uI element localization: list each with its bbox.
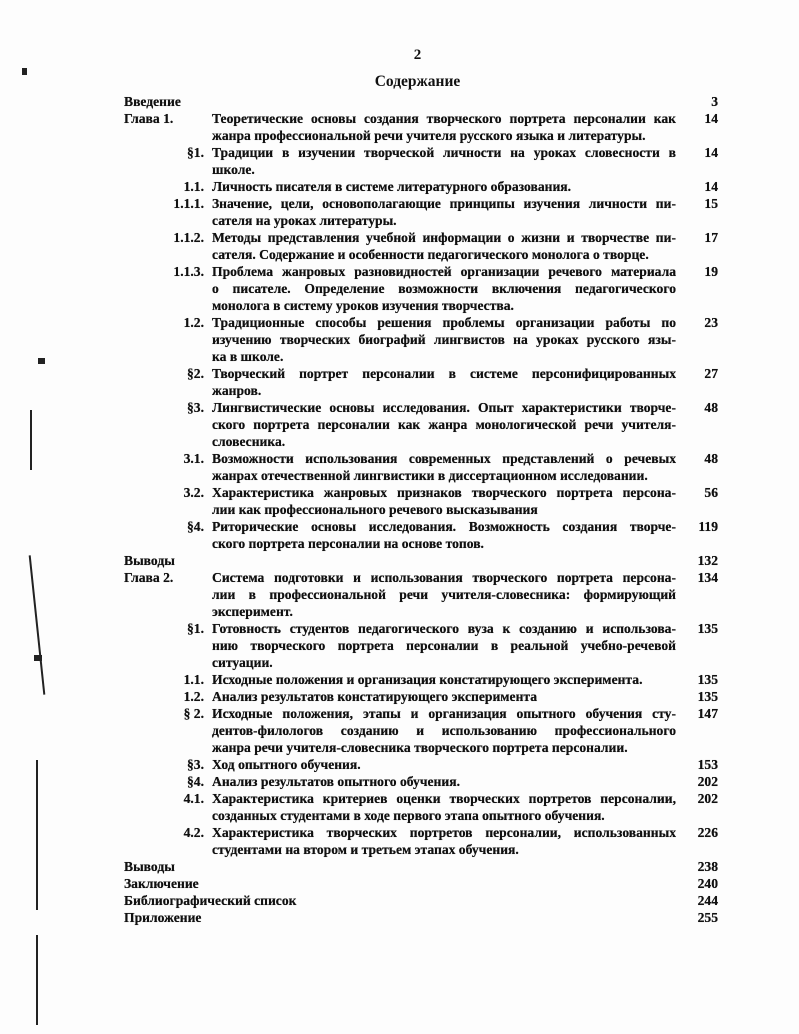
toc-entry-title bbox=[212, 365, 676, 399]
toc-entry bbox=[124, 705, 718, 756]
toc-entry-line: дентов-филологов созданию и использованию профессионального bbox=[212, 723, 676, 738]
toc-entry-title bbox=[212, 756, 676, 773]
scan-artifact bbox=[22, 68, 27, 75]
toc-entry-title bbox=[212, 399, 676, 450]
toc-entry-line: словесника. bbox=[212, 434, 286, 449]
toc-entry bbox=[124, 229, 718, 263]
toc-entry-line: ского портрета персоналии как жанра монологической речи учителя- bbox=[212, 417, 676, 432]
toc-entry-line: жанра профессиональной речи учителя русского языка и литературы. bbox=[212, 128, 646, 143]
toc-entry-page: 135 bbox=[697, 689, 718, 704]
toc-entry bbox=[124, 144, 718, 178]
toc-entry bbox=[124, 824, 718, 858]
toc-entry-line: Теоретические основы создания творческого портрета персоналии как bbox=[212, 111, 676, 126]
toc-entry-label: §1. bbox=[187, 621, 204, 636]
toc-entry-page: 135 bbox=[697, 672, 718, 687]
toc-entry-line: Характеристика критериев оценки творческих портретов персоналии, bbox=[212, 791, 676, 806]
toc-entry-title bbox=[212, 773, 676, 790]
toc-entry-page: 56 bbox=[704, 485, 718, 500]
toc-entry-label: § 2. bbox=[183, 706, 204, 721]
toc-entry-page: 15 bbox=[704, 196, 718, 211]
toc-entry-line: нию творческого портрета персоналии в реальной учебно-речевой bbox=[212, 638, 676, 653]
toc-entry-page: 240 bbox=[697, 876, 718, 891]
toc-entry-label: 4.2. bbox=[183, 825, 204, 840]
scan-artifact bbox=[38, 358, 45, 364]
page-title: Содержание bbox=[374, 73, 461, 90]
toc-entry-label: §2. bbox=[187, 366, 204, 381]
toc-entry-title bbox=[212, 518, 676, 552]
toc-entry-line: Возможности использования современных представлений о речевых bbox=[212, 451, 676, 466]
toc-entry-page: 153 bbox=[697, 757, 718, 772]
toc-entry bbox=[124, 195, 718, 229]
toc-entry-label: 4.1. bbox=[183, 791, 204, 806]
toc-entry-label: 1.2. bbox=[183, 689, 204, 704]
toc-entry bbox=[124, 178, 718, 195]
toc-entry-line: монолога в систему уроков изучения творчества. bbox=[212, 298, 514, 313]
toc-entry-page: 135 bbox=[697, 621, 718, 636]
toc-entry-page: 17 bbox=[704, 230, 718, 245]
toc-entry-title bbox=[212, 620, 676, 671]
toc-entry-label: Заключение bbox=[124, 876, 199, 891]
toc-entry-line: лии в профессиональной речи учителя-словесника: формирующий bbox=[212, 587, 676, 602]
toc-entry-page: 226 bbox=[697, 825, 718, 840]
toc-entry bbox=[124, 858, 718, 875]
toc-entry-label: Выводы bbox=[124, 859, 175, 874]
toc-entry-label: Приложение bbox=[124, 910, 202, 925]
toc-entry-page: 202 bbox=[697, 791, 718, 806]
toc-entry bbox=[124, 484, 718, 518]
toc-entry-title bbox=[212, 569, 676, 620]
toc-entry-line: Личность писателя в системе литературного образования. bbox=[212, 179, 572, 194]
toc-entry-line: Анализ результатов констатирующего эксперимента bbox=[212, 689, 538, 704]
toc-entry-label: §3. bbox=[187, 400, 204, 415]
toc-entry-line: Исходные положения и организация констатирующего эксперимента. bbox=[212, 672, 643, 687]
toc-entry-page: 244 bbox=[697, 893, 718, 908]
toc-entry-line: Лингвистические основы исследования. Опыт характеристики творче- bbox=[212, 400, 676, 415]
toc-entry-label: 1.1. bbox=[183, 179, 204, 194]
toc-entry bbox=[124, 790, 718, 824]
toc-entry-page: 238 bbox=[697, 859, 718, 874]
toc-entry-title bbox=[212, 229, 676, 263]
toc-entry-label: 1.2. bbox=[183, 315, 204, 330]
toc-entry-line: ка в школе. bbox=[212, 349, 284, 364]
toc-entry-title bbox=[212, 705, 676, 756]
toc-entry-line: сателя. Содержание и особенности педагогического монолога о творце. bbox=[212, 247, 649, 262]
toc-entry-title bbox=[212, 314, 676, 365]
scan-artifact bbox=[34, 655, 42, 661]
toc-entry-line: Анализ результатов опытного обучения. bbox=[212, 774, 460, 789]
toc-entry bbox=[124, 263, 718, 314]
toc-entry-label: 1.1.2. bbox=[173, 230, 204, 245]
toc-entry bbox=[124, 671, 718, 688]
toc-entry-label: §1. bbox=[187, 145, 204, 160]
toc-entry-label: §4. bbox=[187, 774, 204, 789]
toc-entry-page: 147 bbox=[697, 706, 718, 721]
toc-entry-title bbox=[212, 195, 676, 229]
toc-entry-line: Проблема жанровых разновидностей организации речевого материала bbox=[212, 264, 676, 279]
toc-entry-line: изучению творческих биографий лингвистов на уроках русского язы- bbox=[212, 332, 676, 347]
toc-entry-line: школе. bbox=[212, 162, 255, 177]
toc-entry-label: 3.1. bbox=[183, 451, 204, 466]
toc-entry-label: Библиографический список bbox=[124, 893, 297, 908]
toc-entry-label: Выводы bbox=[124, 553, 175, 568]
toc-entry-line: Исходные положения, этапы и организация опытного обучения сту- bbox=[212, 706, 676, 721]
toc-entry-page: 48 bbox=[704, 451, 718, 466]
scan-artifact bbox=[29, 555, 46, 694]
scan-artifact bbox=[30, 410, 32, 470]
toc-entry-label: Глава 1. bbox=[124, 111, 174, 126]
scan-artifact bbox=[36, 935, 38, 1025]
toc-entry-page: 132 bbox=[697, 553, 718, 568]
toc-entry-title bbox=[212, 824, 676, 858]
toc-entry bbox=[124, 875, 718, 892]
scan-artifact bbox=[36, 760, 38, 910]
toc-entry bbox=[124, 93, 718, 110]
toc-entry-line: Ход опытного обучения. bbox=[212, 757, 361, 772]
toc-entry bbox=[124, 314, 718, 365]
toc-entry-label: 3.2. bbox=[183, 485, 204, 500]
toc-entry-page: 3 bbox=[711, 94, 718, 109]
toc-entry-line: Методы представления учебной информации о жизни и творчестве пи- bbox=[212, 230, 676, 245]
toc-entry-line: Творческий портрет персоналии в системе персонифицированных bbox=[212, 366, 676, 381]
toc-entry-line: Характеристика творческих портретов персоналии, использованных bbox=[212, 825, 676, 840]
toc-entry bbox=[124, 892, 718, 909]
toc-entry-page: 202 bbox=[697, 774, 718, 789]
toc-entry-page: 14 bbox=[704, 179, 718, 194]
toc-entry-line: эксперимент. bbox=[212, 604, 293, 619]
toc-entry-line: жанрах отечественной лингвистики в диссертационном исследовании. bbox=[212, 468, 648, 483]
toc-entry-title bbox=[212, 144, 676, 178]
toc-entry bbox=[124, 365, 718, 399]
toc-entry-title bbox=[212, 110, 676, 144]
toc-entry-page: 23 bbox=[704, 315, 718, 330]
toc-entry bbox=[124, 773, 718, 790]
toc-entry-line: ситуации. bbox=[212, 655, 273, 670]
toc-entry-title bbox=[212, 484, 676, 518]
toc-entry-line: Характеристика жанровых признаков творческого портрета персона- bbox=[212, 485, 676, 500]
toc-entry-label: Введение bbox=[124, 94, 181, 109]
toc-entry-line: Значение, цели, основополагающие принципы изучения личности пи- bbox=[212, 196, 676, 211]
toc-entry-line: Традиции в изучении творческой личности на уроках словесности в bbox=[212, 145, 676, 160]
toc-entry-label: Глава 2. bbox=[124, 570, 174, 585]
toc-entry bbox=[124, 909, 718, 926]
toc-entry-line: ского портрета персоналии на основе топов. bbox=[212, 536, 484, 551]
toc-entry bbox=[124, 552, 718, 569]
toc-entry-line: Готовность студентов педагогического вуза к созданию и использова- bbox=[212, 621, 676, 636]
toc-entry-title bbox=[212, 790, 676, 824]
toc-entry-page: 14 bbox=[704, 145, 718, 160]
toc-entry-title bbox=[212, 688, 676, 705]
toc-entry-page: 19 bbox=[704, 264, 718, 279]
page-number: 2 bbox=[413, 47, 422, 63]
toc-entry-page: 255 bbox=[697, 910, 718, 925]
toc-entry-title bbox=[212, 263, 676, 314]
toc-entry-line: сателя на уроках литературы. bbox=[212, 213, 397, 228]
toc-entry-page: 134 bbox=[697, 570, 718, 585]
toc-entry bbox=[124, 756, 718, 773]
toc-entry-page: 27 bbox=[704, 366, 718, 381]
toc-entry-line: жанра речи учителя-словесника творческого портрета персоналии. bbox=[212, 740, 628, 755]
toc-entry-label: 1.1.3. bbox=[173, 264, 204, 279]
toc-entry-page: 119 bbox=[698, 519, 718, 534]
toc-entry-line: жанров. bbox=[212, 383, 262, 398]
toc-entry bbox=[124, 110, 718, 144]
toc-entry-page: 14 bbox=[704, 111, 718, 126]
toc-entry-line: Система подготовки и использования творческого портрета персона- bbox=[212, 570, 676, 585]
toc-entry-label: §3. bbox=[187, 757, 204, 772]
toc-entry-line: Традиционные способы решения проблемы организации работы по bbox=[212, 315, 676, 330]
toc-entry-title bbox=[212, 450, 676, 484]
toc-entry-line: лии как профессионального речевого высказывания bbox=[212, 502, 538, 517]
toc-entry-line: студентами на втором и третьем этапах обучения. bbox=[212, 842, 519, 857]
toc-entry bbox=[124, 399, 718, 450]
toc-entry-label: 1.1. bbox=[183, 672, 204, 687]
toc-entry-page: 48 bbox=[704, 400, 718, 415]
toc-entry-title bbox=[212, 671, 676, 688]
toc-entry-line: Риторические основы исследования. Возможность создания творче- bbox=[212, 519, 676, 534]
toc-entry bbox=[124, 620, 718, 671]
toc-entry-line: о писателе. Определение возможности включения педагогического bbox=[212, 281, 676, 296]
toc-entry bbox=[124, 569, 718, 620]
toc-entry-title bbox=[212, 178, 676, 195]
toc-entry bbox=[124, 518, 718, 552]
toc-entry-label: 1.1.1. bbox=[173, 196, 204, 211]
toc-entry-line: созданных студентами в ходе первого этапа опытного обучения. bbox=[212, 808, 605, 823]
toc-entry bbox=[124, 450, 718, 484]
toc-entry-label: §4. bbox=[187, 519, 204, 534]
table-of-contents bbox=[124, 93, 718, 926]
toc-entry bbox=[124, 688, 718, 705]
